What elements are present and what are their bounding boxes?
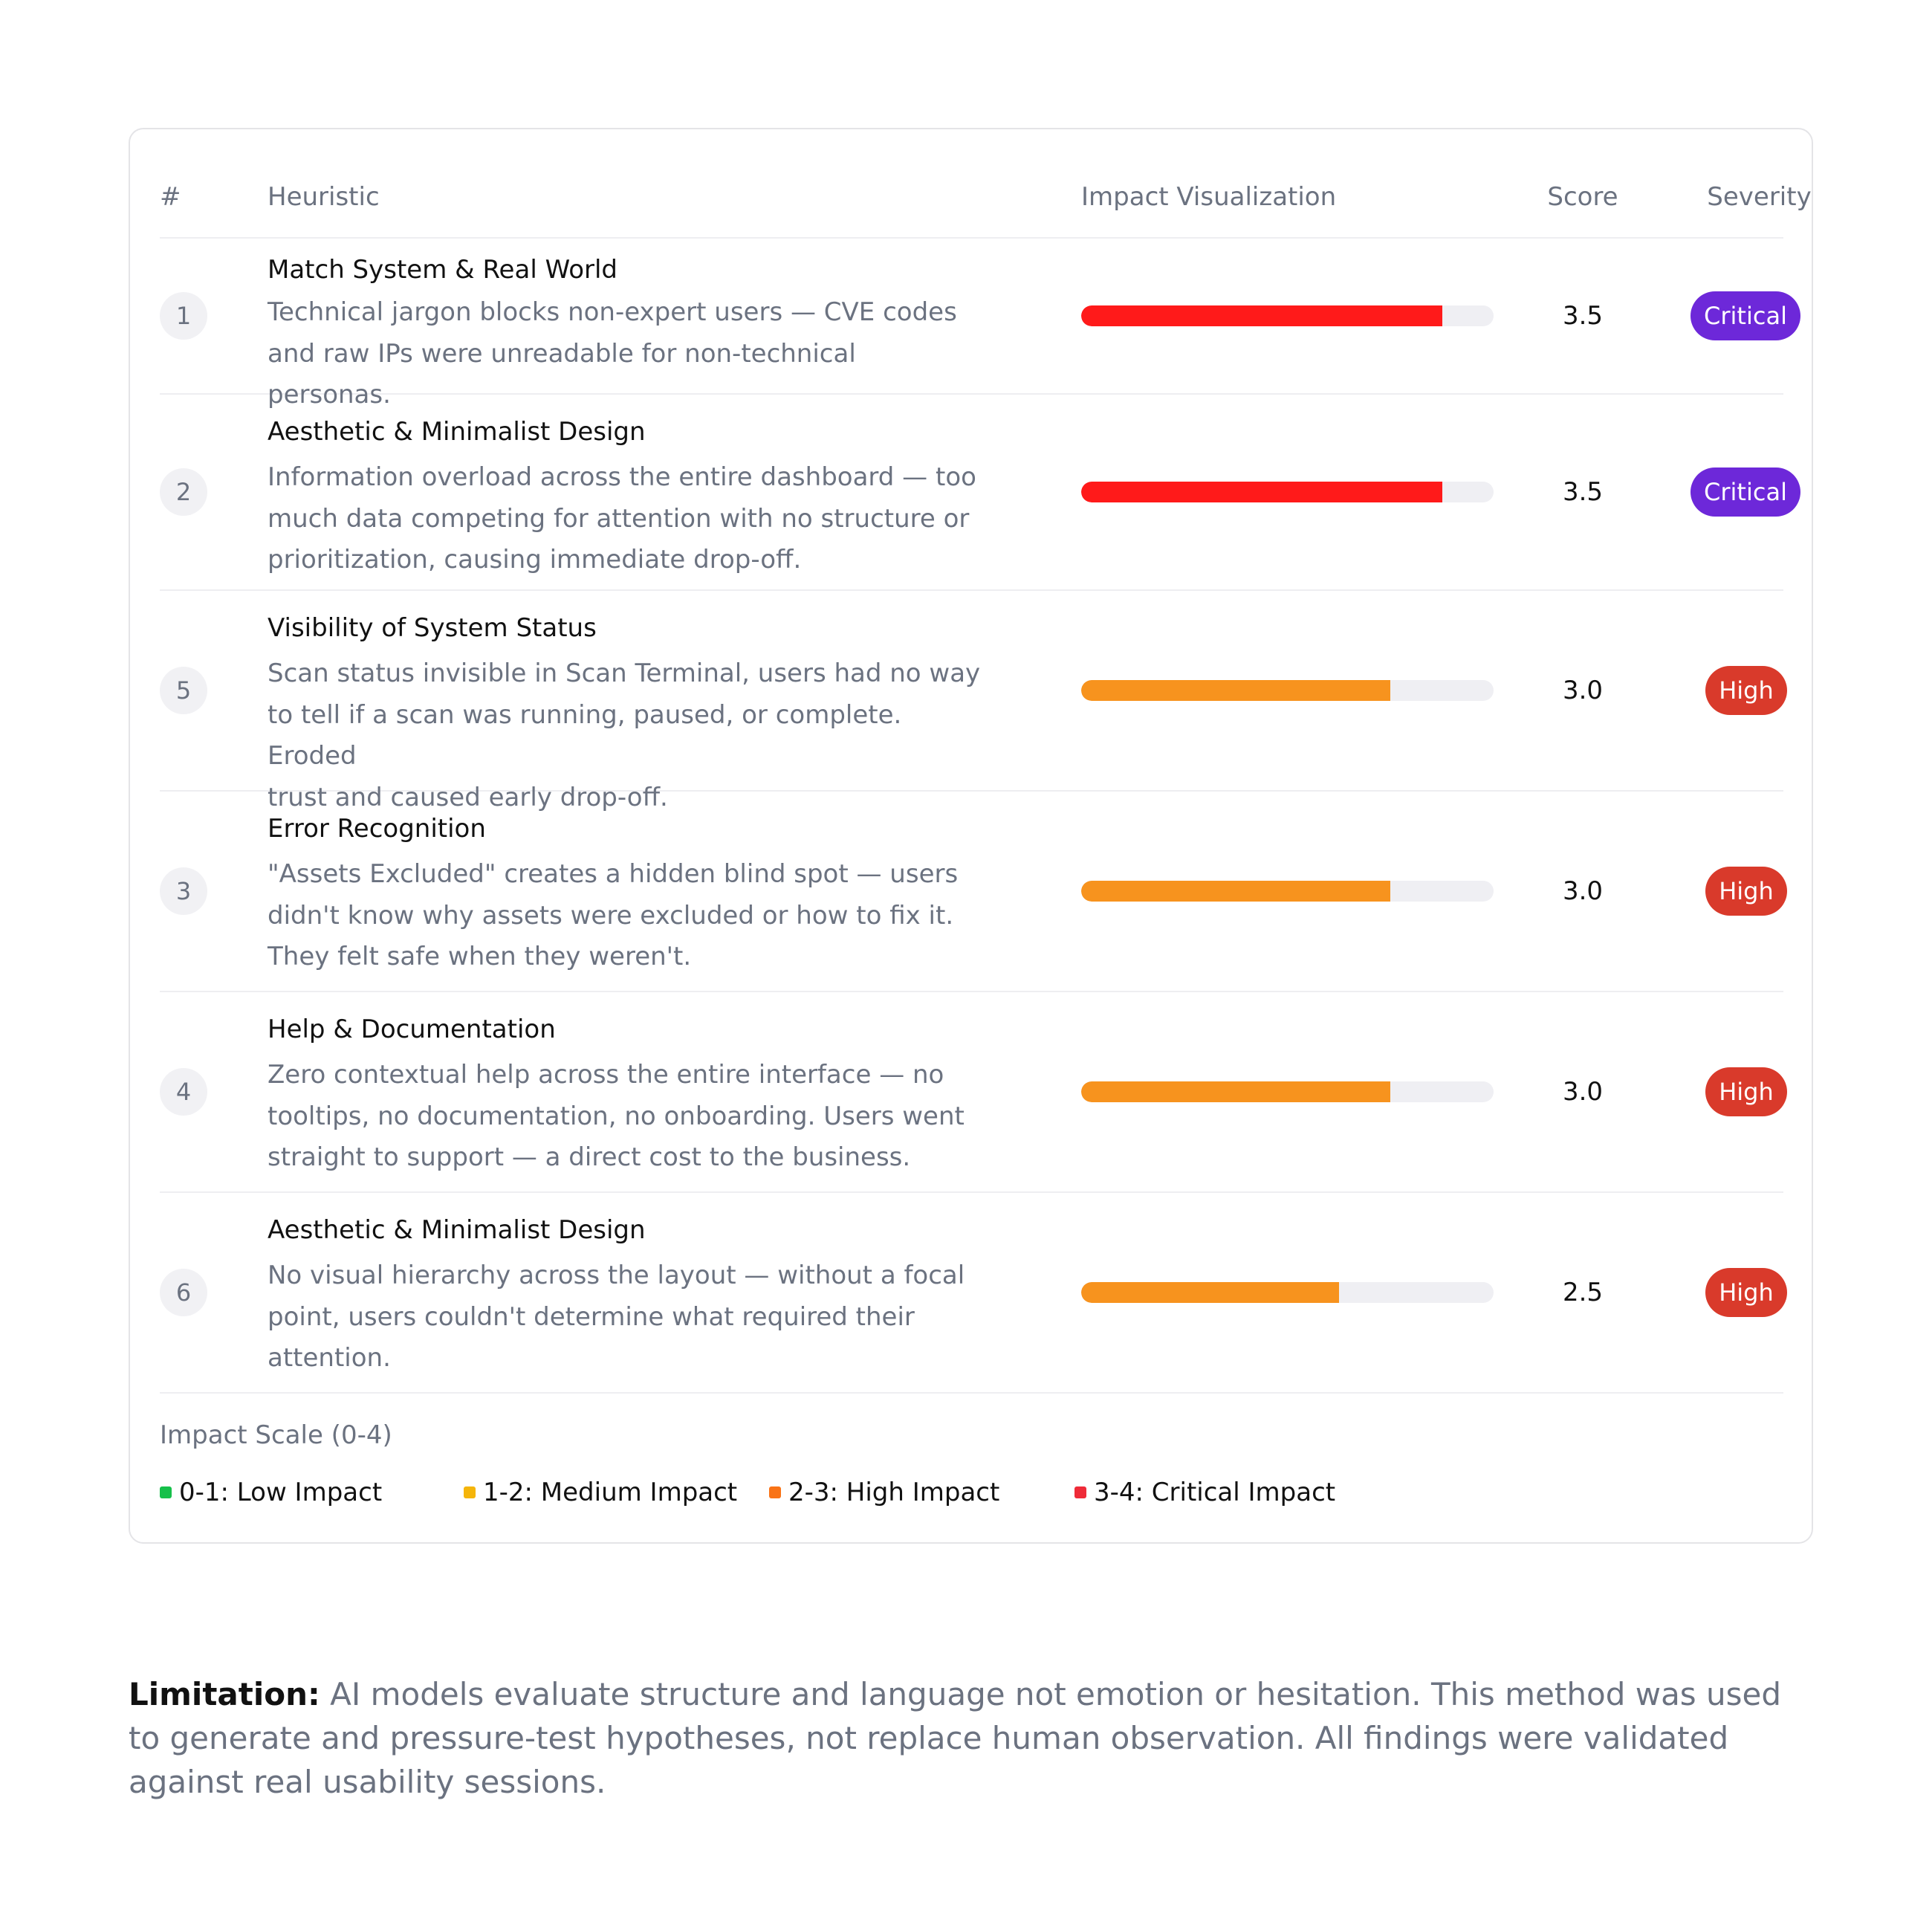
heuristic-description [268, 457, 981, 581]
heuristic-title: Help & Documentation [268, 1015, 556, 1044]
description-line: didn't know why assets were excluded or how to fix it. [268, 900, 954, 931]
column-header-severity: Severity [1707, 182, 1812, 212]
row-number: 4 [160, 1068, 207, 1116]
description-line: straight to support — a direct cost to the business. [268, 1142, 911, 1172]
legend-swatch [464, 1486, 476, 1498]
severity-badge: High [1705, 1067, 1787, 1116]
table-row [160, 1193, 1783, 1394]
legend-label: 0-1: Low Impact [179, 1478, 383, 1507]
description-line: much data competing for attention with no structure or [268, 503, 970, 534]
heuristic-description [268, 1055, 981, 1179]
severity-badge: High [1705, 666, 1787, 715]
severity-badge: Critical [1690, 468, 1800, 517]
heuristic-title: Match System & Real World [268, 255, 618, 285]
severity-badge: High [1705, 1268, 1787, 1317]
impact-bar-fill [1081, 680, 1390, 701]
description-line: and raw IPs were unreadable for non-technical personas. [268, 338, 856, 410]
description-line: Technical jargon blocks non-expert users — CVE codes [268, 297, 957, 327]
description-line: No visual hierarchy across the layout — without a focal [268, 1261, 965, 1290]
description-line: They felt safe when they weren't. [268, 942, 692, 971]
column-header-impact-visualization: Impact Visualization [1081, 182, 1337, 212]
description-line: tooltips, no documentation, no onboarding. Users went [268, 1101, 965, 1131]
legend-item [769, 1476, 999, 1509]
table-row [160, 395, 1787, 591]
legend-title: Impact Scale (0-4) [160, 1420, 392, 1450]
score-value: 3.5 [1562, 301, 1604, 331]
impact-bar-track [1081, 1282, 1494, 1303]
severity-badge: High [1705, 867, 1787, 916]
impact-bar-track [1081, 305, 1494, 326]
heuristic-title: Visibility of System Status [268, 613, 597, 643]
legend-label: 3-4: Critical Impact [1094, 1478, 1336, 1507]
legend-swatch [1074, 1486, 1086, 1498]
impact-bar-track [1081, 680, 1494, 701]
row-number: 3 [160, 867, 207, 915]
legend-swatch [769, 1486, 781, 1498]
score-value: 3.0 [1562, 676, 1604, 705]
heuristic-title: Error Recognition [268, 814, 486, 844]
impact-bar-fill [1081, 1282, 1339, 1303]
column-header-number: # [160, 182, 181, 212]
heuristic-title: Aesthetic & Minimalist Design [268, 417, 646, 447]
table-row [160, 792, 1783, 992]
score-value: 3.0 [1562, 1077, 1604, 1107]
legend-item [160, 1476, 382, 1509]
table-row [160, 239, 1787, 410]
heuristic-title: Aesthetic & Minimalist Design [268, 1215, 646, 1245]
heuristic-description [268, 854, 981, 978]
score-value: 3.0 [1562, 876, 1604, 906]
impact-bar-fill [1081, 482, 1442, 502]
description-line: point, users couldn't determine what required their [268, 1301, 915, 1332]
column-header-score: Score [1547, 182, 1618, 212]
row-number: 1 [160, 292, 207, 340]
description-line: to tell if a scan was running, paused, or complete. Eroded [268, 699, 902, 771]
row-number: 2 [160, 468, 207, 516]
legend-swatch [160, 1486, 172, 1498]
legend-item [1074, 1476, 1335, 1509]
legend-item [464, 1476, 737, 1509]
description-line: Scan status invisible in Scan Terminal, users had no way [268, 659, 981, 688]
row-number: 5 [160, 667, 207, 714]
column-header-heuristic: Heuristic [268, 182, 380, 212]
table-header [160, 129, 1812, 239]
limitation-label: Limitation: [129, 1676, 320, 1712]
description-line: attention. [268, 1343, 391, 1373]
impact-bar-track [1081, 881, 1494, 902]
impact-bar-track [1081, 482, 1494, 502]
description-line: trust and caused early drop-off. [268, 782, 668, 812]
description-line: "Assets Excluded" creates a hidden blind spot — users [268, 859, 959, 889]
description-line: Zero contextual help across the entire interface — no [268, 1060, 944, 1090]
impact-bar-fill [1081, 305, 1442, 326]
legend-label: 2-3: High Impact [788, 1478, 1000, 1507]
heuristic-evaluation-card [129, 128, 1813, 1544]
heuristic-description [268, 1255, 981, 1379]
impact-bar-fill [1081, 881, 1390, 902]
score-value: 2.5 [1562, 1278, 1604, 1307]
impact-bar-track [1081, 1081, 1494, 1102]
legend-label: 1-2: Medium Impact [483, 1478, 738, 1507]
limitation-note [129, 1672, 1800, 1804]
limitation-text: AI models evaluate structure and language not emotion or hesitation. This method was used to generate and pressure-test hypotheses, not replace human observation. All findings were validated against real usability sessions. [129, 1676, 1782, 1800]
row-number: 6 [160, 1269, 207, 1316]
table-row [160, 992, 1783, 1193]
description-line: prioritization, causing immediate drop-off. [268, 545, 802, 575]
impact-bar-fill [1081, 1081, 1390, 1102]
score-value: 3.5 [1562, 477, 1604, 507]
severity-badge: Critical [1690, 291, 1800, 340]
table-row [160, 591, 1783, 812]
description-line: Information overload across the entire dashboard — too [268, 462, 976, 492]
